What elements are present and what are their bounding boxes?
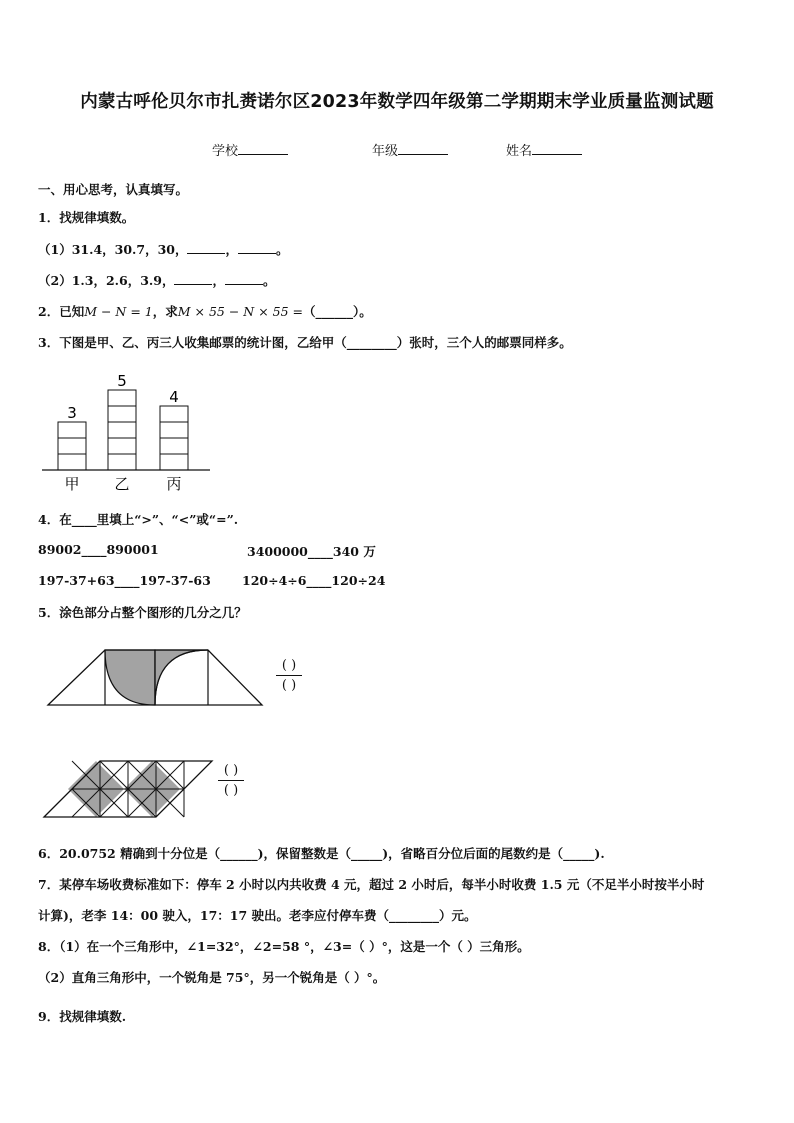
q1a-sep: ， (225, 242, 238, 257)
q2-answer[interactable]: （______）。 (303, 304, 372, 319)
q1a-end: 。 (276, 242, 289, 257)
q4-stem: 4．在____里填上“>”、“<”或“=”. (38, 512, 239, 527)
q2-expr1: M − N = 1 (84, 304, 153, 319)
q1b-sep: ， (212, 273, 225, 288)
q1a-blank-2[interactable] (238, 241, 276, 254)
q2-pre: 2．已知 (38, 304, 85, 319)
q4-r2c2[interactable]: 120÷4÷6____120÷24 (242, 573, 386, 588)
stamp-bar-chart (38, 360, 218, 500)
school-label: 学校 (212, 144, 239, 159)
stamp-cell (108, 390, 136, 406)
school-blank[interactable] (238, 142, 288, 155)
stamp-cell (160, 438, 188, 454)
fraction-denominator[interactable]: ( ) (223, 783, 239, 798)
stamp-cell (108, 422, 136, 438)
q8-part-1: 8．（1）在一个三角形中，∠1=32°，∠2=58 °，∠3=（ ）°，这是一个（ ）三角形。 (38, 939, 530, 954)
q1b-blank-1[interactable] (174, 272, 212, 285)
school-field[interactable] (212, 140, 288, 159)
q2-expr2: M × 55 − N × 55 = (177, 304, 304, 319)
q1-stem: 1．找规律填数。 (38, 210, 135, 225)
q1-part-a (38, 240, 289, 258)
page-title: 内蒙古呼伦贝尔市扎赉诺尔区2023年数学四年级第二学期期末学业质量监测试题 (80, 92, 714, 112)
q4-r1c2[interactable]: 3400000____340 万 (247, 544, 376, 559)
q5-fraction-1[interactable] (274, 657, 304, 694)
stamp-cell (58, 454, 86, 470)
fraction-denominator[interactable]: ( ) (281, 678, 297, 693)
q3-stem: 3．下图是甲、乙、丙三人收集邮票的统计图，乙给甲（________）张时，三个人的邮票同样多。 (38, 335, 572, 350)
stamp-cell (160, 406, 188, 422)
shaded-quarter-circle-2 (155, 650, 208, 705)
stamp-cell (108, 438, 136, 454)
name-label: 姓名 (506, 144, 533, 159)
q5-stem: 5．涂色部分占整个图形的几分之几？ (38, 605, 247, 620)
fraction-bar (276, 675, 302, 676)
q5-fraction-2[interactable] (216, 762, 246, 799)
q1b-text: （2）1.3，2.6，3.9， (38, 273, 175, 288)
q2-mid: ，求 (152, 304, 178, 319)
parallelogram-figure (40, 757, 220, 822)
fraction-numerator[interactable]: ( ) (223, 763, 239, 778)
grade-field[interactable] (372, 140, 448, 159)
stamp-cell (160, 422, 188, 438)
q1a-text: （1）31.4，30.7，30， (38, 242, 188, 257)
name-blank[interactable] (532, 142, 582, 155)
q2 (38, 302, 372, 320)
bar-category-label: 乙 (114, 475, 130, 493)
q1b-blank-2[interactable] (225, 272, 263, 285)
stamp-cell (160, 454, 188, 470)
q7-line-2: 计算)，老李 14：00 驶入，17：17 驶出。老李应付停车费（________）元。 (38, 908, 477, 923)
q8-part-2: （2）直角三角形中，一个锐角是 75°，另一个锐角是（ ）°。 (38, 970, 386, 985)
q7-line-1: 7．某停车场收费标准如下：停车 2 小时以内共收费 4 元，超过 2 小时后，每半小时收费 1.5 元（不足半小时按半小时 (38, 877, 705, 892)
grade-blank[interactable] (398, 142, 448, 155)
bar-value-label: 4 (169, 388, 179, 406)
q1-part-b (38, 271, 275, 289)
q9: 9．找规律填数. (38, 1009, 127, 1024)
trapezoid-figure (40, 645, 270, 710)
bar-category-label: 甲 (64, 475, 80, 493)
shaded-quarter-circle-1 (105, 650, 155, 705)
q4-r2c1[interactable]: 197-37+63____197-37-63 (38, 573, 211, 588)
q6: 6．20.0752 精确到十分位是（______)，保留整数是（_____)，省略百分位后面的尾数约是（_____). (38, 846, 605, 861)
grade-label: 年级 (372, 144, 399, 159)
bar-value-label: 5 (117, 372, 127, 390)
section-heading: 一、用心思考，认真填写。 (38, 182, 189, 197)
bar-category-label: 丙 (166, 475, 182, 493)
stamp-cell (58, 438, 86, 454)
fraction-bar (218, 780, 244, 781)
stamp-cell (108, 454, 136, 470)
fraction-numerator[interactable]: ( ) (281, 658, 297, 673)
stamp-cell (58, 422, 86, 438)
bar-value-label: 3 (67, 404, 77, 422)
stamp-cell (108, 406, 136, 422)
q1b-end: 。 (262, 273, 276, 288)
q1a-blank-1[interactable] (187, 241, 225, 254)
q4-r1c1[interactable]: 89002____890001 (38, 542, 159, 557)
name-field[interactable] (506, 140, 582, 159)
